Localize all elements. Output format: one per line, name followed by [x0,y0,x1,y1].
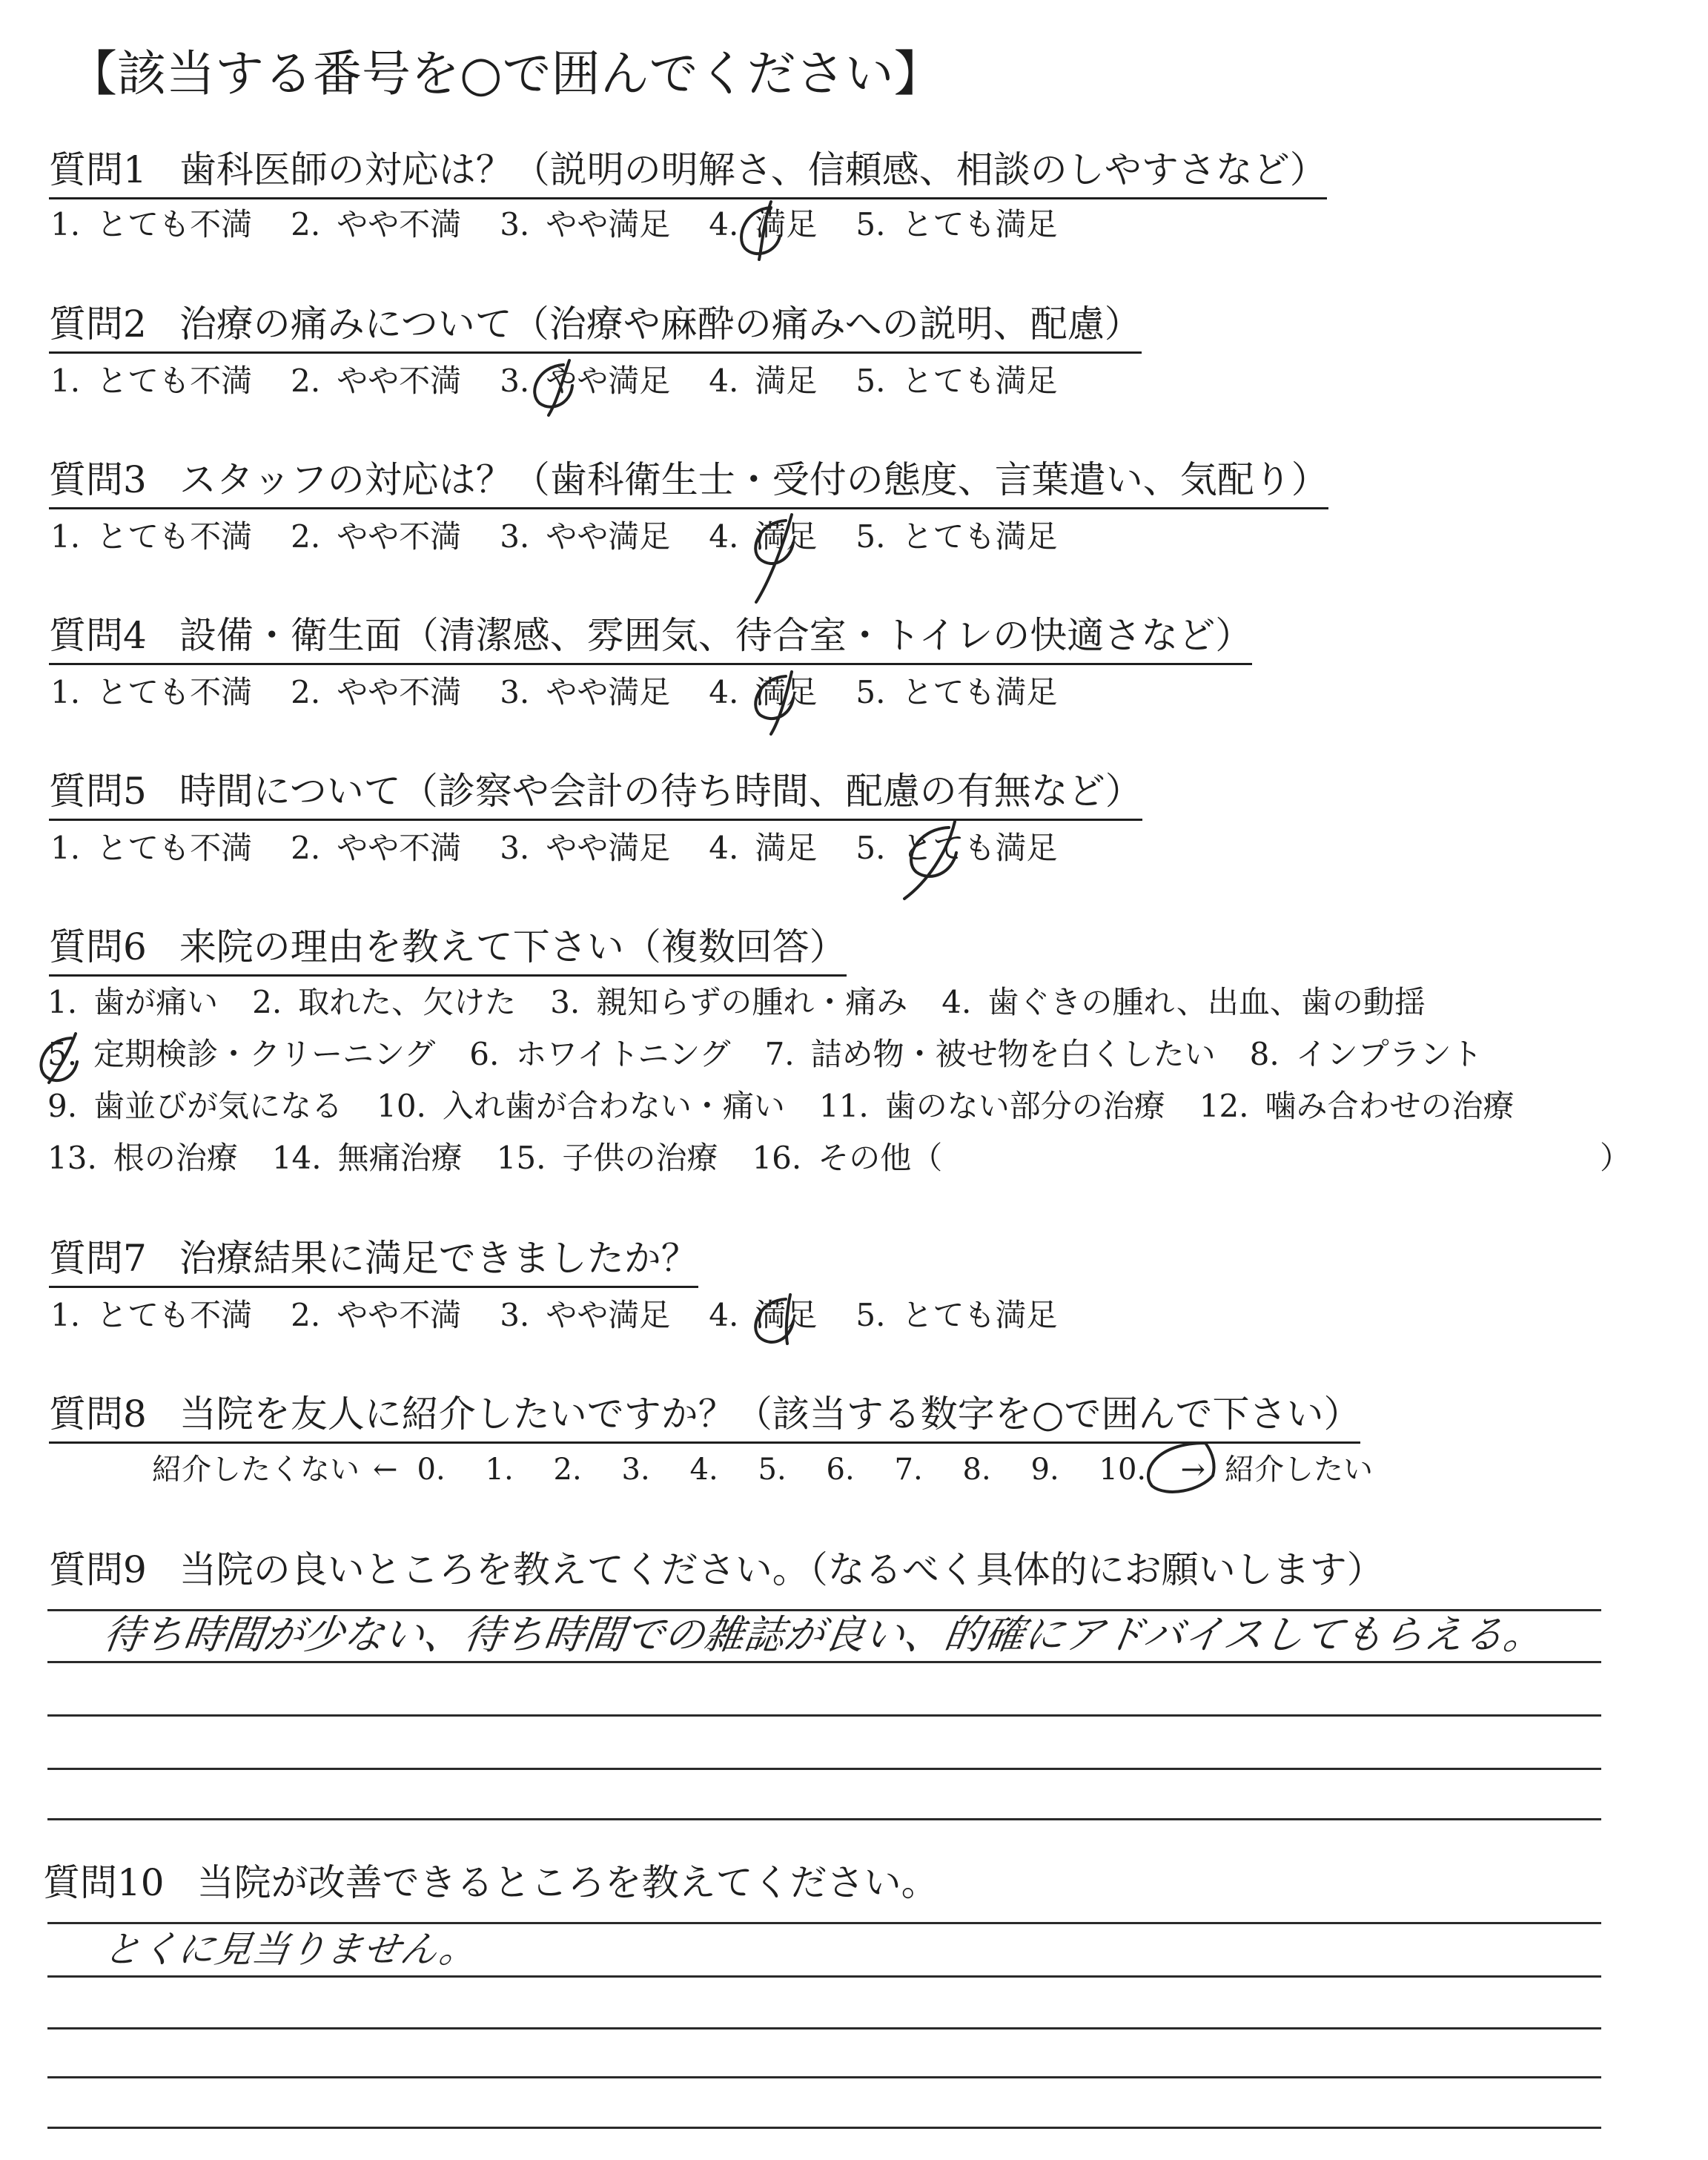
question-6-row-4 [47,1139,976,1178]
scale-9[interactable]: 9. [1030,1453,1059,1487]
question-4-text: 設備・衛生面（清潔感、雰囲気、待合室・トイレの快適さなど） [179,614,1253,657]
scale-4[interactable]: 4. [689,1453,718,1487]
question-10-heading [43,1860,939,1906]
question-8-heading [49,1391,1360,1444]
reason-option[interactable]: 1. 歯が痛い [47,984,219,1020]
option-1[interactable]: 1. とても不満 [50,1297,253,1333]
reason-option[interactable]: 8. インプラント [1249,1036,1483,1072]
scale-0[interactable]: 0. [417,1453,446,1487]
question-10-text: 当院が改善できるところを教えてください。 [196,1861,939,1904]
answer-line [47,1975,1601,1978]
answer-line [47,1714,1601,1717]
reason-option[interactable]: 5. 定期検診・クリーニング [47,1036,436,1072]
answer-line [47,1661,1601,1663]
option-2[interactable]: 2. やや不満 [291,518,462,555]
question-6-row-1 [47,983,1460,1022]
option-5[interactable]: 5. とても満足 [855,674,1058,710]
question-6-heading [49,924,847,977]
option-4[interactable]: 4. 満足 [709,206,818,242]
option-5[interactable]: 5. とても満足 [855,363,1058,399]
option-5[interactable]: 5. とても満足 [855,1297,1058,1333]
question-3-label: 質問3 [49,458,147,501]
question-1-text: 歯科医師の対応は？（説明の明解さ、信頼感、相談のしやすさなど） [179,148,1327,191]
reason-option[interactable]: 6. ホワイトニング [469,1036,731,1072]
option-3[interactable]: 3. やや満足 [500,206,671,242]
form-title: 【該当する番号を○で囲んでください】 [68,45,943,102]
question-2-text: 治療の痛みについて（治療や麻酔の痛みへの説明、配慮） [179,303,1142,346]
option-3[interactable]: 3. やや満足 [500,1297,671,1333]
option-3[interactable]: 3. やや満足 [500,674,671,710]
question-1-options [50,205,1096,244]
reason-option[interactable]: 10. 入れ歯が合わない・痛い [377,1088,785,1124]
option-3[interactable]: 3. やや満足 [500,830,671,866]
reason-option[interactable]: 2. 取れた、欠けた [252,984,517,1020]
question-9-heading [49,1547,1384,1593]
question-7-options [50,1296,1096,1335]
scale-1[interactable]: 1. [485,1453,514,1487]
question-6-label: 質問6 [49,925,147,968]
question-8-label: 質問8 [49,1393,147,1436]
reason-option[interactable]: 15. 子供の治療 [496,1140,718,1176]
question-9-answer[interactable]: 待ち時間が少ない、待ち時間での雑誌が良い、的確にアドバイスしてもらえる。 [100,1611,1547,1658]
option-5[interactable]: 5. とても満足 [855,518,1058,555]
reason-option[interactable]: 14. 無痛治療 [271,1140,463,1176]
question-8-text: 当院を友人に紹介したいですか？（該当する数字を○で囲んで下さい） [179,1393,1361,1436]
question-6-row-3 [47,1087,1549,1126]
reason-option[interactable]: 3. 親知らずの腫れ・痛み [550,984,908,1020]
option-2[interactable]: 2. やや不満 [291,206,462,242]
question-1-heading [49,147,1327,199]
option-3[interactable]: 3. やや満足 [500,518,671,555]
question-2-options [50,362,1096,400]
question-4-label: 質問4 [49,614,147,657]
reason-option[interactable]: 12. 噛み合わせの治療 [1199,1088,1515,1124]
recommend-label: 紹介したい [1225,1453,1374,1487]
reason-option[interactable]: 4. 歯ぐきの腫れ、出血、歯の動揺 [941,984,1426,1020]
question-3-options [50,518,1096,556]
question-7-label: 質問7 [49,1237,147,1280]
scale-3[interactable]: 3. [621,1453,650,1487]
option-2[interactable]: 2. やや不満 [291,1297,462,1333]
question-7-text: 治療結果に満足できましたか？ [179,1237,698,1280]
question-4-options [50,673,1096,712]
option-4[interactable]: 4. 満足 [709,830,818,866]
scale-7[interactable]: 7. [894,1453,923,1487]
option-4[interactable]: 4. 満足 [709,1297,818,1333]
question-9-label: 質問9 [49,1548,147,1591]
question-5-label: 質問5 [49,770,147,813]
reason-option[interactable]: 7. 詰め物・被せ物を白くしたい [764,1036,1216,1072]
scale-8[interactable]: 8. [962,1453,991,1487]
option-1[interactable]: 1. とても不満 [50,518,253,555]
question-5-text: 時間について（診察や会計の待ち時間、配慮の有無など） [179,770,1142,813]
option-5[interactable]: 5. とても満足 [855,206,1058,242]
scale-2[interactable]: 2. [553,1453,582,1487]
scale-5[interactable]: 5. [758,1453,787,1487]
option-3[interactable]: 3. やや満足 [500,363,671,399]
scale-10[interactable]: 10. [1099,1453,1147,1487]
question-5-options [50,829,1096,868]
not-recommend-label: 紹介したくない [152,1453,360,1487]
other-close-paren: ） [1600,1140,1632,1176]
question-1-label: 質問1 [49,148,147,191]
option-5[interactable]: 5. とても満足 [855,830,1058,866]
recommend-scale [152,1450,1373,1489]
question-3-text: スタッフの対応は？（歯科衛生士・受付の態度、言葉遣い、気配り） [179,458,1328,501]
answer-line [47,2127,1601,2129]
option-1[interactable]: 1. とても不満 [50,674,253,710]
option-2[interactable]: 2. やや不満 [291,830,462,866]
reason-option[interactable]: 16. その他（ [752,1140,943,1176]
right-arrow-icon: → [1180,1453,1206,1487]
option-2[interactable]: 2. やや不満 [291,674,462,710]
question-10-label: 質問10 [43,1861,165,1904]
scale-6[interactable]: 6. [826,1453,855,1487]
question-9-text: 当院の良いところを教えてください。（なるべく具体的にお願いします） [179,1548,1384,1591]
question-3-heading [49,457,1328,509]
question-10-answer[interactable]: とくに見当りません。 [100,1928,480,1971]
question-2-heading [49,301,1142,354]
reason-option[interactable]: 9. 歯並びが気になる [47,1088,343,1124]
option-4[interactable]: 4. 満足 [709,363,818,399]
answer-line [47,2076,1601,2078]
left-arrow-icon: ← [373,1453,398,1487]
question-4-heading [49,612,1252,665]
reason-option[interactable]: 11. 歯のない部分の治療 [818,1088,1165,1124]
question-7-heading [49,1235,698,1288]
option-4[interactable]: 4. 満足 [709,674,818,710]
reason-option[interactable]: 13. 根の治療 [47,1140,238,1176]
option-4[interactable]: 4. 満足 [709,518,818,555]
option-1[interactable]: 1. とても不満 [50,206,253,242]
option-1[interactable]: 1. とても不満 [50,363,253,399]
answer-line [47,1818,1601,1820]
option-2[interactable]: 2. やや不満 [291,363,462,399]
question-5-heading [49,768,1142,821]
answer-line [47,2027,1601,2029]
question-6-row-2 [47,1035,1517,1074]
question-2-label: 質問2 [49,303,147,346]
question-6-text: 来院の理由を教えて下さい（複数回答） [179,925,847,968]
answer-line [47,1768,1601,1770]
option-1[interactable]: 1. とても不満 [50,830,253,866]
